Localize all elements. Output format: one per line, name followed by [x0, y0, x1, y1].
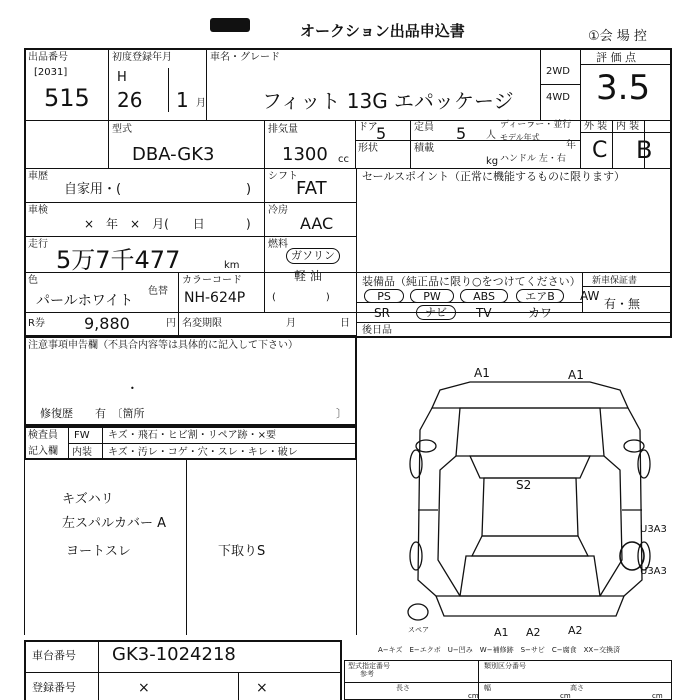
damage-mark-front-left: A1 [474, 366, 490, 380]
displacement-unit: cc [338, 154, 349, 165]
reg-number-label: 登録番号 [32, 681, 76, 694]
class-number-label: 類別区分番号 [484, 662, 526, 670]
registration-year: 26 [117, 88, 143, 112]
lot-number-label: 出品番号 [28, 52, 68, 63]
lot-code: [2031] [34, 67, 68, 78]
registration-month: 1 [176, 88, 189, 112]
repair-history: 修復歴 有 〔箇所 [40, 407, 145, 420]
recycle-label: R券 [28, 318, 45, 329]
drive-2wd: 2WD [546, 66, 570, 77]
equip-aw: AW [580, 289, 600, 303]
mileage-unit: km [224, 260, 240, 271]
rear-seat-label: 後日品 [362, 325, 392, 336]
handle-label: ハンドル 左・右 [500, 154, 566, 164]
reg-expiry-label: 名変期限 [182, 318, 222, 329]
warranty-label: 新車保証書 [592, 276, 638, 286]
reg-expiry-month: 月 [286, 318, 296, 329]
damage-mark-front-right: A1 [568, 368, 584, 382]
damage-legend: A−キズ E−エクボ U−凹み W−補修跡 S−サビ C−腐食 XX−交換済 [378, 646, 621, 654]
damage-mark-right-1: U3A3 [640, 524, 667, 535]
sales-point-label: セールスポイント（正常に機能するものに限ります） [362, 170, 626, 183]
shift-label: シフト [268, 171, 298, 182]
drive-4wd: 4WD [546, 92, 570, 103]
fuel-gasoline-circle: ガソリン [286, 248, 340, 264]
repair-history-close: 〕 [336, 407, 347, 420]
mileage-label: 走行 [28, 239, 48, 250]
width-label: 幅 [484, 684, 491, 692]
doors-value: 5 [376, 124, 387, 143]
venue-copy-label: ①会 場 控 [588, 29, 647, 44]
header-logo [210, 18, 250, 32]
grade-label: 評 価 点 [596, 51, 636, 64]
equip-airbag: エアB [516, 289, 564, 303]
exterior-grade: C [592, 138, 608, 163]
dealer-label: ディーラー・並行 [500, 120, 572, 130]
handnote-3: ヨートスレ [66, 544, 131, 559]
color-label: 色 [28, 275, 38, 286]
model-grade-value: フィット 13G エパッケージ [262, 89, 514, 113]
color-value: パールホワイト [36, 293, 134, 309]
color-change-label: 色替 [148, 286, 168, 297]
usage-label: 車歴 [28, 171, 48, 182]
notes-label: 注意事項申告欄（不具合内容等は具体的に記入して下さい） [28, 340, 298, 351]
color-code-value: NH-624P [184, 290, 246, 306]
inspector-fw-text: キズ・飛石・ヒビ割・リペア跡・×要 [108, 430, 276, 441]
car-damage-diagram [400, 360, 660, 640]
inspector-label-2: 記入欄 [28, 446, 58, 457]
length-label: 長さ [396, 684, 410, 692]
first-registration-label: 初度登録年月 [112, 52, 172, 63]
fuel-label: 燃料 [268, 239, 288, 250]
height-label: 高さ [570, 684, 584, 692]
color-code-label: カラーコード [182, 275, 242, 286]
reg-x-2: × [256, 680, 268, 696]
model-year-label: モデル年式 [500, 133, 540, 142]
equip-ps: PS [364, 289, 404, 303]
load-label: 積載 [414, 143, 434, 154]
inspector-label-1: 検査員 [28, 430, 58, 441]
doors-label: ドア [358, 122, 378, 133]
usage-value: 自家用・( [64, 182, 122, 197]
width-unit: cm [560, 692, 571, 700]
handnote-2: 左スパルカバー A [62, 516, 167, 531]
equip-abs: ABS [460, 289, 508, 303]
damage-mark-right-2: U3A3 [640, 566, 667, 577]
damage-mark-rear-1: A1 [494, 626, 509, 639]
notes-mark: • [130, 384, 135, 393]
inspector-int-text: キズ・汚レ・コゲ・穴・スレ・キレ・破レ [108, 447, 298, 458]
fuel-paren: ( ) [272, 292, 330, 303]
chassis-label: 車台番号 [32, 649, 76, 662]
capacity-unit: 人 [486, 130, 496, 141]
warranty-value: 有・無 [604, 297, 641, 311]
inspection-value: × 年 × 月( 日 [84, 217, 205, 231]
equip-leather: カワ [528, 306, 553, 320]
inspection-close: ) [246, 217, 251, 231]
load-unit: kg [486, 156, 499, 167]
equip-navi: ナビ [416, 305, 456, 320]
equip-sr: SR [374, 306, 390, 320]
shape-label: 形状 [358, 143, 378, 154]
spare-label: スペア [408, 626, 429, 634]
exterior-label: 外 装 [584, 121, 608, 132]
grade-score: 3.5 [596, 68, 651, 108]
interior-grade: B [636, 136, 653, 164]
model-year-unit: 年 [566, 140, 576, 151]
shift-value: FAT [296, 178, 327, 199]
handnote-1: キズハリ [62, 492, 114, 507]
ac-label: 冷房 [268, 205, 288, 216]
damage-mark-rear-2: A2 [526, 626, 541, 639]
equipment-label: 装備品（純正品に限り○をつけてください） [362, 275, 581, 288]
reg-x-1: × [138, 680, 150, 696]
spec-ref-label: 参考 [360, 670, 374, 678]
length-unit: cm [468, 692, 479, 700]
header-title: オークション出品申込書 [300, 22, 465, 40]
registration-era: H [117, 70, 127, 85]
recycle-value: 9,880 [84, 314, 130, 333]
damage-mark-roof: S2 [516, 478, 532, 492]
displacement-value: 1300 [282, 144, 328, 165]
damage-mark-rear-3: A2 [568, 624, 583, 637]
type-label: 型式 [112, 124, 132, 135]
spec-number-label: 型式指定番号 [348, 662, 390, 670]
reg-expiry-day: 日 [340, 318, 350, 329]
capacity-value: 5 [456, 124, 467, 143]
capacity-label: 定員 [414, 122, 434, 133]
inspector-int: 内装 [72, 447, 92, 458]
model-grade-label: 車名・グレード [210, 52, 280, 63]
lot-number: 515 [44, 84, 90, 112]
type-value: DBA-GK3 [132, 144, 215, 165]
chassis-number: GK3-1024218 [112, 644, 236, 665]
inspection-label: 車検 [28, 205, 48, 216]
usage-close: ) [246, 182, 252, 197]
inspector-fw: FW [74, 430, 90, 441]
displacement-label: 排気量 [268, 124, 298, 135]
ac-value: AAC [300, 214, 334, 233]
height-unit: cm [652, 692, 663, 700]
recycle-unit: 円 [166, 318, 176, 329]
registration-month-unit: 月 [196, 98, 206, 109]
mileage-value: 5万7千477 [56, 246, 181, 274]
fuel-diesel: 軽 油 [294, 269, 322, 283]
equip-tv: TV [476, 306, 492, 320]
handnote-4: 下取りS [218, 544, 266, 559]
interior-label: 内 装 [616, 121, 640, 132]
equip-pw: PW [410, 289, 454, 303]
